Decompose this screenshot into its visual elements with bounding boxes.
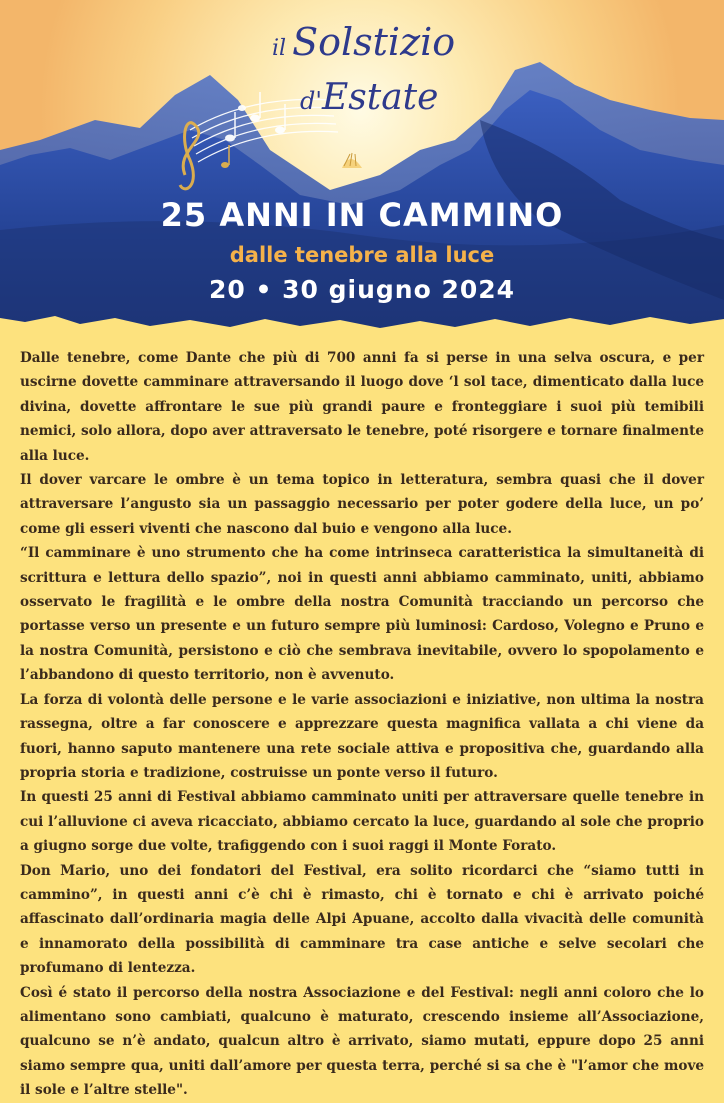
subtitle: dalle tenebre alla luce bbox=[229, 243, 495, 267]
header-banner bbox=[0, 0, 724, 345]
paragraph-1: Dalle tenebre, come Dante che più di 700 anni fa si perse in una selva oscura, e per uscirne dovette camminare attraversando il luogo dove ‘l sol tace, dimenticato dalla luce divina, dovette affrontare le sue più grandi paure e fronteggiare i suoi più temibili nemici, solo allora, dopo aver attraversato le tenebre, poté risorgere e tornare finalmente alla luce. bbox=[20, 350, 704, 464]
festival-logo-line2 bbox=[300, 78, 438, 121]
logo-word2: Estate bbox=[321, 77, 439, 118]
paragraph-7: Così é stato il percorso della nostra Associazione e del Festival: negli anni coloro che lo alimentano sono cambiati, qualcuno è maturato, crescendo insieme all’Associazione, qualcuno se n’è andato, qualcun altro è arrivato, siamo mutati, eppure dopo 25 anni siamo sempre qua, uniti dall’amore per questa terra, perché si sa che è "l’amor che move il sole e l’altre stelle". bbox=[20, 984, 704, 1099]
event-dates: 20 • 30 giugno 2024 bbox=[208, 275, 516, 304]
festival-logo-line1 bbox=[272, 22, 455, 69]
paragraph-3: “Il camminare è uno strumento che ha come intrinseca caratteristica la simultaneità di scrittura e lettura dello spazio”, noi in questi anni abbiamo camminato, uniti, abbiamo osservato le fragilità e le ombre della nostra Comunità tracciando un percorso che portasse verso un presente e un futuro sempre più luminosi: Cardoso, Volegno e Pruno e la nostra Comunità, persistono e ciò che sembrava inevitabile, ovvero lo spopolamento e l’abbandono di questo territorio, non è avvenuto. bbox=[20, 545, 704, 684]
logo-prefix2: d' bbox=[300, 87, 322, 115]
paragraph-2: Il dover varcare le ombre è un tema topico in letteratura, sembra quasi che il dover attraversare l’angusto sia un passaggio necessario per poter godere della luce, un po’ come gli esseri viventi che nascono dal buio e vengono alla luce. bbox=[20, 472, 704, 537]
paragraph-4: La forza di volontà delle persone e le varie associazioni e iniziative, non ultima la nostra rassegna, oltre a far conoscere e apprezzare questa magnifica vallata a chi viene da fuori, hanno saputo mantenere una rete sociale attiva e propositiva che, guardando alla propria storia e tradizione, costruisse un ponte verso il futuro. bbox=[20, 691, 704, 781]
paragraph-5: In questi 25 anni di Festival abbiamo camminato uniti per attraversare quelle tenebre in cui l’alluvione ci aveva ricacciato, abbiamo cercato la luce, guardando al sole che proprio a giugno sorge due volte, trafiggendo con i suoi raggi il Monte Forato. bbox=[20, 789, 704, 855]
logo-word1: Solstizio bbox=[292, 20, 456, 64]
logo-article: il bbox=[272, 36, 287, 61]
main-title: 25 ANNI IN CAMMINO bbox=[160, 196, 564, 234]
paragraph-6: Don Mario, uno dei fondatori del Festival, era solito ricordarci che “siamo tutti in cammino”, in questi anni c’è chi è rimasto, chi è tornato e chi è arrivato poiché affascinato dall’ordinaria magia delle Alpi Apuane, accolto dalla vivacità delle comunità e innamorato della possibilità di camminare tra case antiche e selve secolari che profumano di lentezza. bbox=[20, 862, 704, 977]
article-body bbox=[20, 346, 704, 1103]
